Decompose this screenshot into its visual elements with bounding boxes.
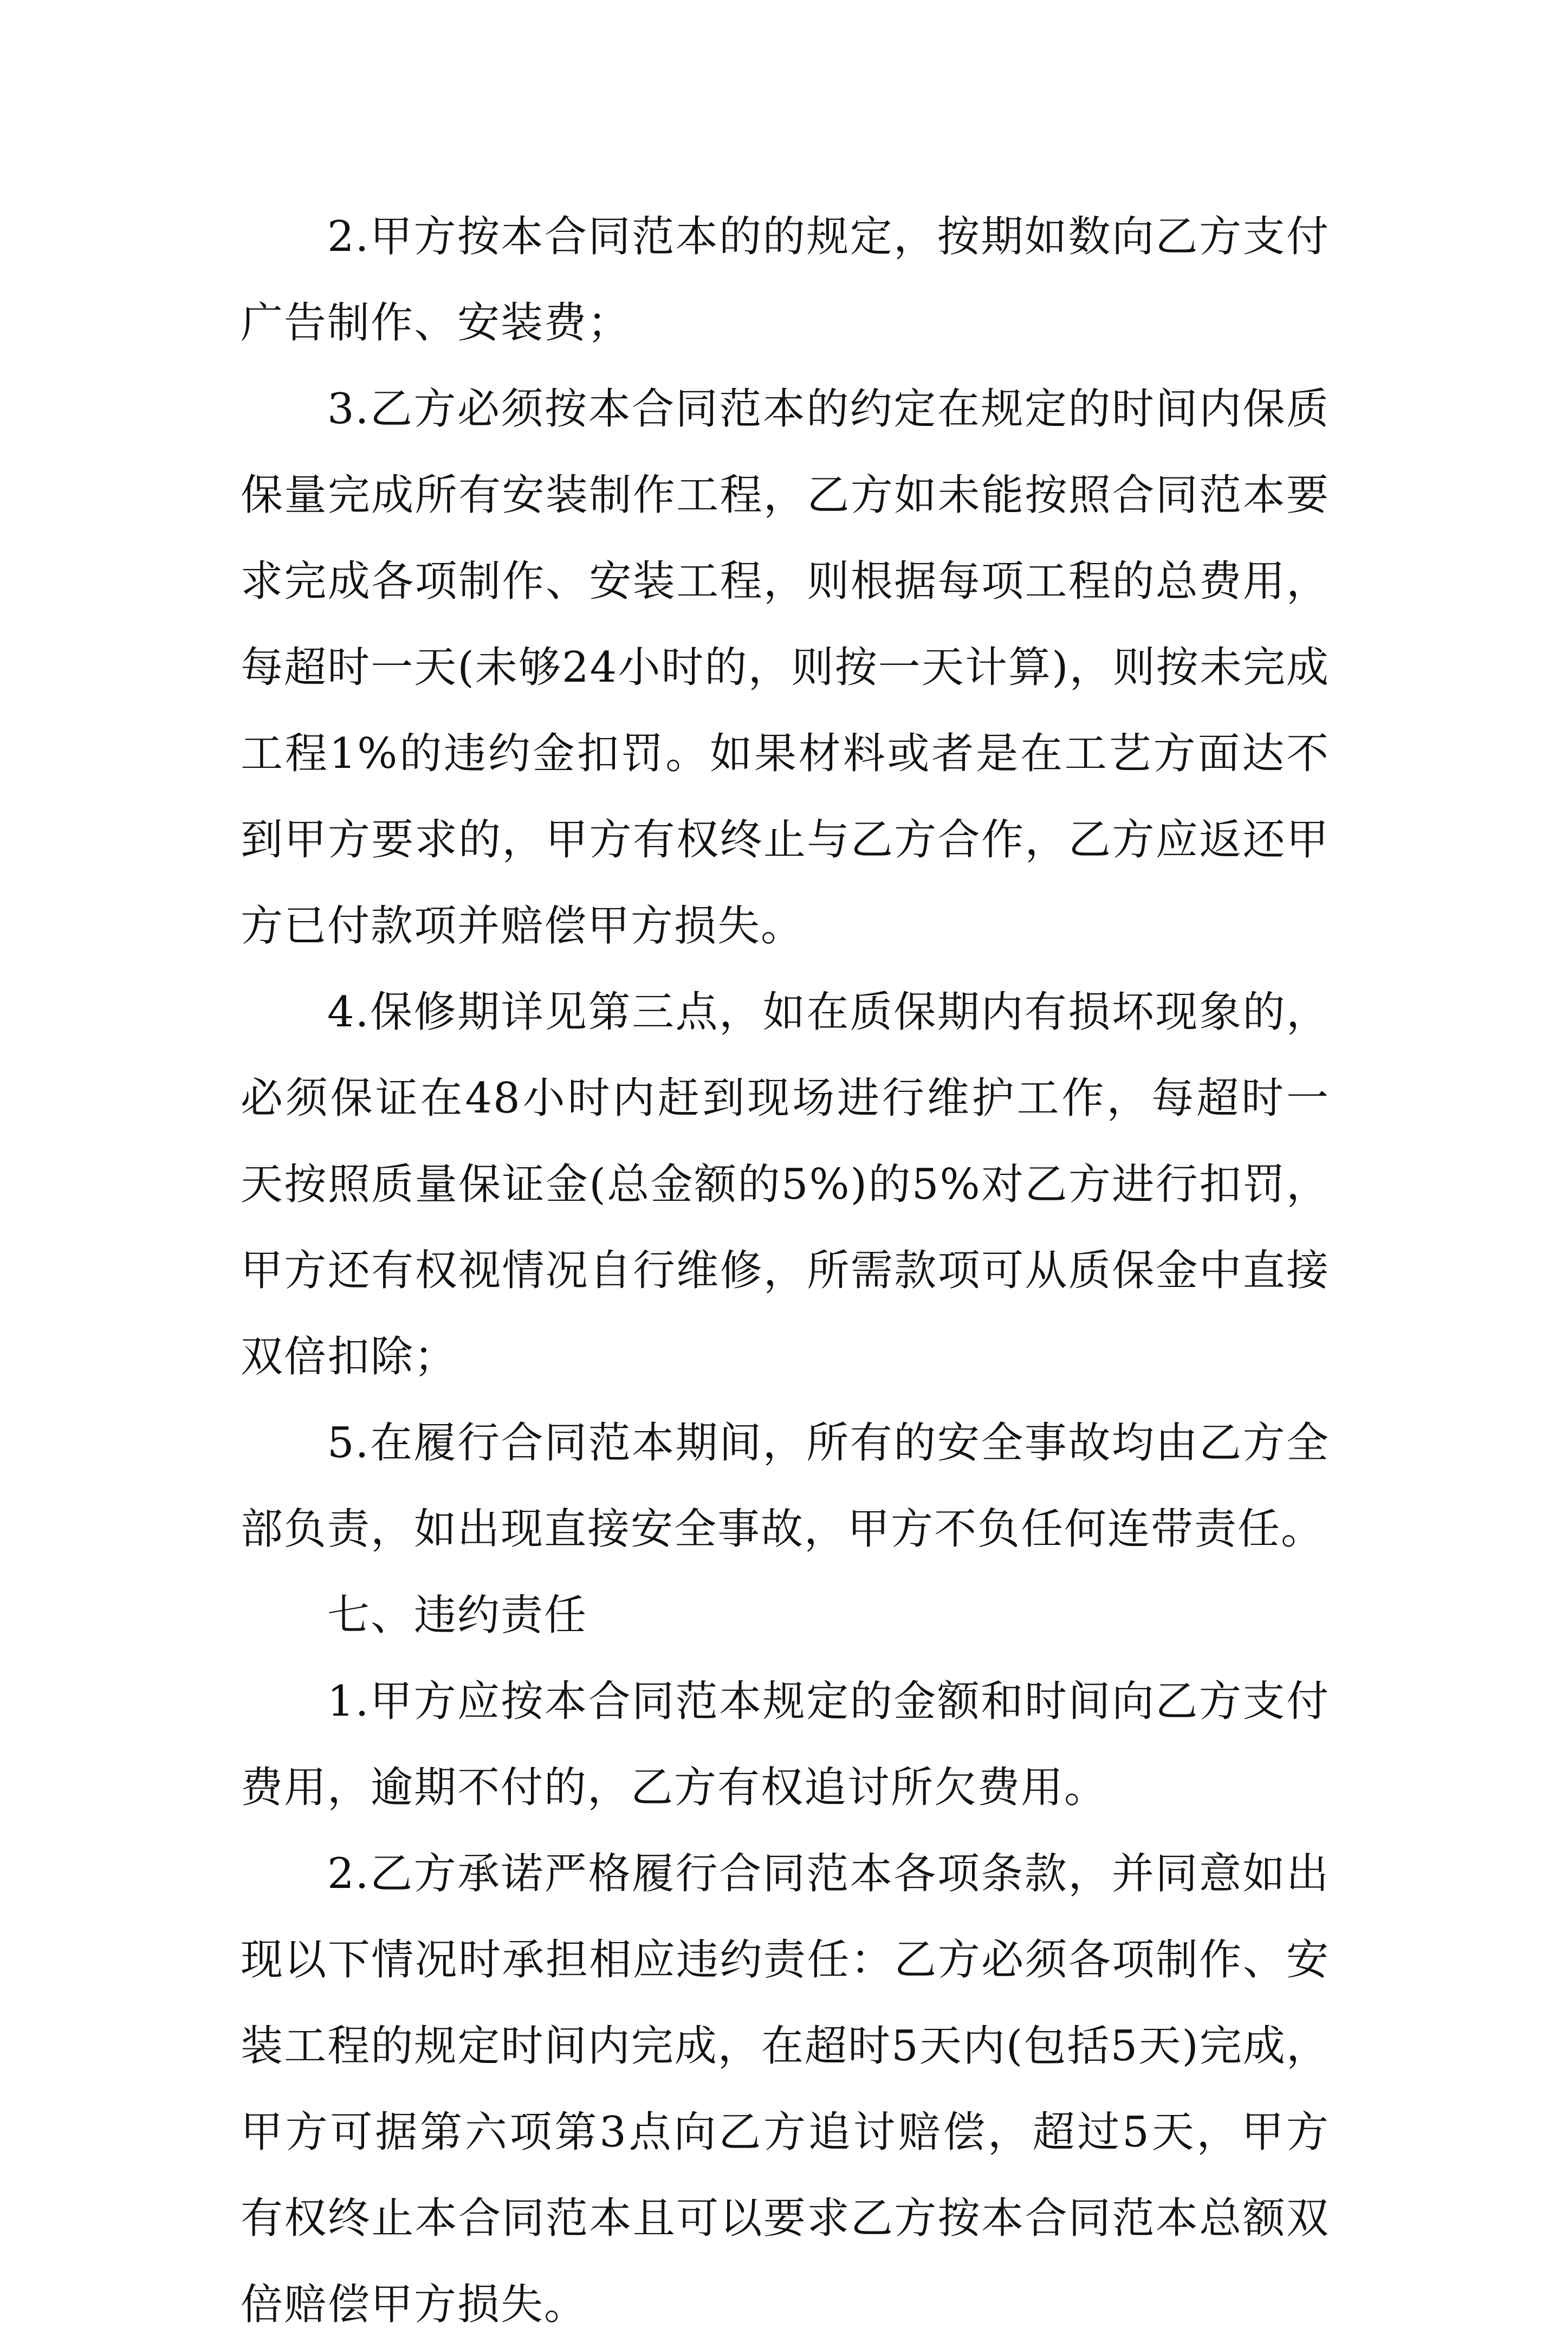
clause-paragraph: 3.乙方必须按本合同范本的约定在规定的时间内保质保量完成所有安装制作工程，乙方如未能按照合同范本要求完成各项制作、安装工程，则根据每项工程的总费用，每超时一天(未够24小时的，则按一天计算)，则按未完成工程1%的违约金扣罚。如果材料或者是在工艺方面达不到甲方要求的，甲方有权终止与乙方合作，乙方应返还甲方已付款项并赔偿甲方损失。 — [241, 385, 1330, 950]
clause-paragraph: 2.甲方按本合同范本的的规定，按期如数向乙方支付广告制作、安装费； — [241, 212, 1330, 347]
section-heading: 七、违约责任 — [327, 1591, 588, 1640]
clause-paragraph: 5.在履行合同范本期间，所有的安全事故均由乙方全部负责，如出现直接安全事故，甲方不负任何连带责任。 — [241, 1419, 1330, 1554]
clause-paragraph: 4.保修期详见第三点，如在质保期内有损坏现象的，必须保证在48小时内赶到现场进行维护工作，每超时一天按照质量保证金(总金额的5%)的5%对乙方进行扣罚，甲方还有权视情况自行维修，所需款项可从质保金中直接双倍扣除； — [241, 988, 1330, 1381]
clause-paragraph: 2.乙方承诺严格履行合同范本各项条款，并同意如出现以下情况时承担相应违约责任：乙方必须各项制作、安装工程的规定时间内完成，在超时5天内(包括5天)完成，甲方可据第六项第3点向乙方追讨赔偿，超过5天，甲方有权终止本合同范本且可以要求乙方按本合同范本总额双倍赔偿甲方损失。 — [241, 1849, 1330, 2329]
document-body — [241, 194, 1330, 2348]
clause-paragraph: 1.甲方应按本合同范本规定的金额和时间向乙方支付费用，逾期不付的，乙方有权追讨所欠费用。 — [241, 1677, 1330, 1812]
